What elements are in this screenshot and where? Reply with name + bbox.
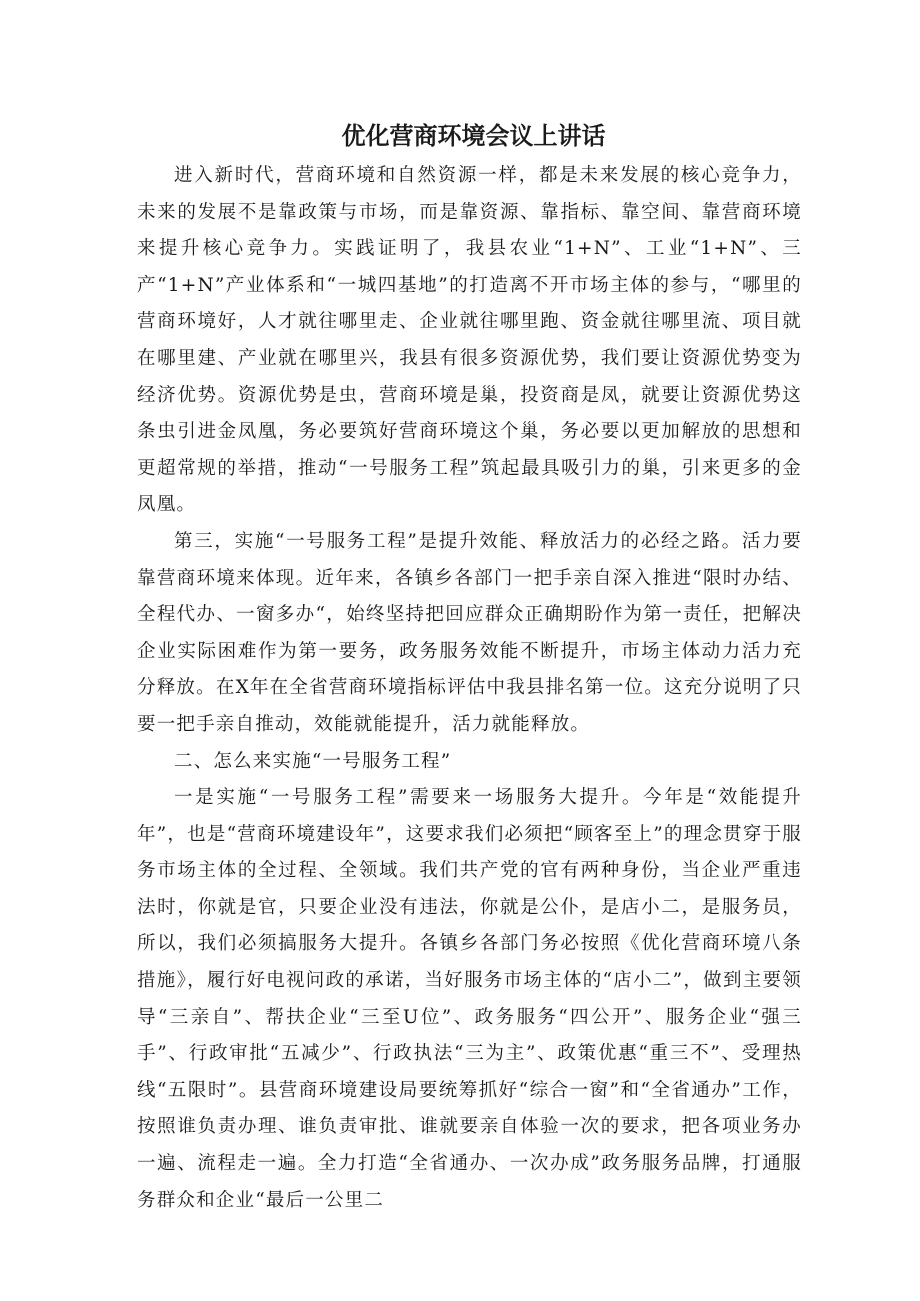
document-title: 优化营商环境会议上讲话 xyxy=(341,122,606,150)
paragraph-1: 进入新时代，营商环境和自然资源一样，都是未来发展的核心竞争力，未来的发展不是靠政策与市场，而是靠资源、靠指标、靠空间、靠营商环境来提升核心竞争力。实践证明了，我县农业“1+N”、工业“1+N”、三产“1+N”产业体系和“一城四基地”的打造离不开市场主体的参与，“哪里的营商环境好，人才就往哪里走、企业就往哪里跑、资金就往哪里流、项目就在哪里建、产业就在哪里兴，我县有很多资源优势，我们要让资源优势变为经济优势。资源优势是虫，营商环境是巢，投资商是凤，就要让资源优势这条虫引进金凤凰，务必要筑好营商环境这个巢，务必要以更加解放的思想和更超常规的举措，推动“一号服务工程”筑起最具吸引力的巢，引来更多的金凤凰。 xyxy=(137,165,802,516)
section-heading: 二、怎么来实施“一号服务工程” xyxy=(174,750,452,772)
paragraph-2: 第三，实施“一号服务工程”是提升效能、释放活力的必经之路。活力要靠营商环境来体现。近年来，各镇乡各部门一把手亲自深入推进“限时办结、全程代办、一窗多办“，始终坚持把回应群众正确期盼作为第一责任，把解决企业实际困难作为第一要务，政务服务效能不断提升，市场主体动力活力充分释放。在X年在全省营商环境指标评估中我县排名第一位。这充分说明了只要一把手亲自推动，效能就能提升，活力就能释放。 xyxy=(137,530,802,735)
paragraph-3: 一是实施“一号服务工程”需要来一场服务大提升。今年是“效能提升年”，也是“营商环境建设年”，这要求我们必须把“顾客至上”的理念贯穿于服务市场主体的全过程、全领域。我们共产党的官有两种身份，当企业严重违法时，你就是官，只要企业没有违法，你就是公仆，是店小二，是服务员，所以，我们必须搞服务大提升。各镇乡各部门务必按照《优化营商环境八条措施》，履行好电视问政的承诺，当好服务市场主体的“店小二”，做到主要领导“三亲自”、帮扶企业“三至U位”、政务服务“四公开”、服务企业“强三手”、行政审批“五减少”、行政执法“三为主”、政策优惠“重三不”、受理热线“五限时”。县营商环境建设局要统筹抓好“综合一窗”和“全省通办”工作，按照谁负责办理、谁负责审批、谁就要亲自体验一次的要求，把各项业务办一遍、流程走一遍。全力打造“全省通办、一次办成”政务服务品牌，打通服务群众和企业“最后一公里二 xyxy=(137,787,802,1211)
